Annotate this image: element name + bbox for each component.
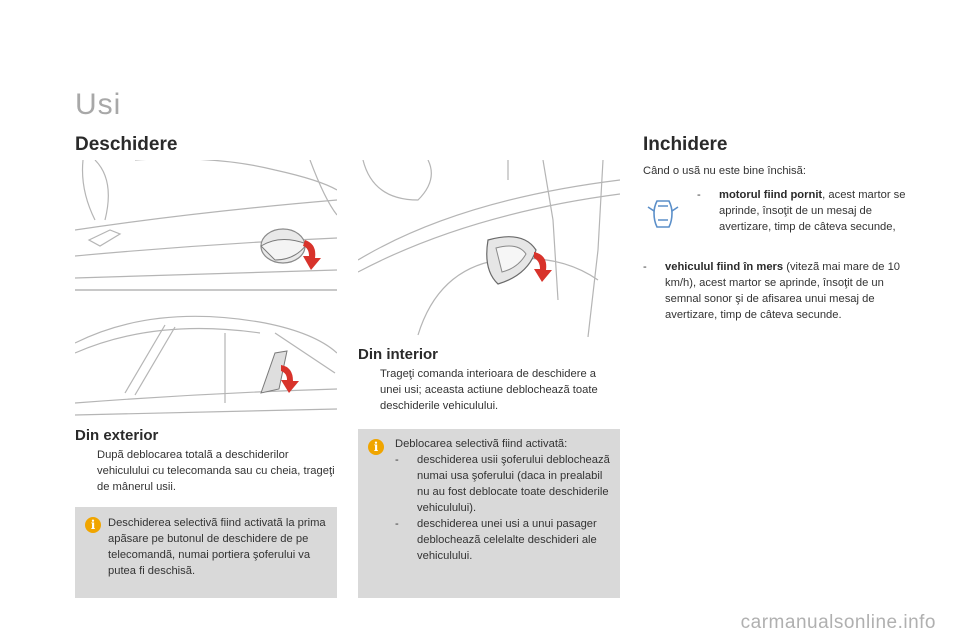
info-icon: i: [85, 517, 101, 533]
interior-instruction-text: Trageţi comanda interioara de deschidere a unei usi; aceasta actiune deblocheazã toate deschiderile vehiculului.: [380, 368, 598, 412]
interior-note-body: [395, 436, 613, 564]
closing-intro: Când o usã nu este bine închisã:: [643, 165, 806, 177]
closing-item-engine-text: [719, 187, 907, 235]
exterior-note-text: Deschiderea selectivã fiind activatã la prima apãsare pe butonul de deschidere de pe telecomandã, numai portiera şoferului va putea fi deschisã.: [108, 517, 326, 577]
interior-info-note: [358, 429, 620, 598]
exterior-info-note: [75, 507, 337, 598]
door-open-warning-icon: [646, 195, 680, 231]
interior-handle-illustration: [358, 160, 620, 337]
closing-item-moving: [643, 259, 905, 323]
interior-note-item-text: deschiderea usii şoferului deblocheazã numai usa şoferului (daca in prealabil nu au fost deblocate toate deschiderile vehiculului).: [417, 454, 610, 514]
interior-note-item-text: deschiderea unei usi a unui pasager deblocheazã celelalte deschideri ale vehiculului.: [417, 518, 597, 562]
watermark: carmanualsonline.info: [740, 612, 936, 633]
closing-item-moving-rest: (vitezã mai mare de 10 km/h), acest martor se aprinde, însoţit de un semnal sonor şi de afisarea unui mesaj de avertizare, timp de câteva secunde.: [665, 261, 901, 321]
closing-item-engine-bold: motorul fiind pornit: [719, 189, 823, 201]
closing-item-engine: [697, 187, 907, 235]
dash-marker: -: [395, 518, 399, 530]
checkbox-bullet-icon: [358, 366, 380, 414]
illustration-divider: [75, 289, 337, 291]
dash-marker: -: [395, 454, 399, 466]
door-edge-illustration: [75, 293, 337, 418]
interior-heading: Din interior: [358, 346, 439, 363]
closing-item-engine-rest: , acest martor se aprinde, însoţit de un mesaj de avertizare, timp de câteva secunde,: [719, 189, 906, 233]
opening-heading: Deschidere: [75, 134, 178, 155]
closing-item-moving-bold: vehiculul fiind în mers: [665, 261, 784, 273]
interior-instruction: [358, 366, 620, 414]
exterior-instruction: [75, 447, 337, 495]
closing-heading: Inchidere: [643, 134, 728, 155]
dash-marker: -: [643, 261, 647, 273]
interior-note-intro: Deblocarea selectivã fiind activatã:: [395, 438, 568, 450]
interior-note-item: [395, 516, 613, 564]
checkbox-bullet-icon: [75, 447, 97, 495]
exterior-handle-illustration: [75, 160, 337, 288]
exterior-instruction-text: Dupã deblocarea totalã a deschiderilor vehiculului cu telecomanda sau cu cheia, trageţi de mânerul usii.: [97, 449, 335, 493]
interior-note-item: [395, 452, 613, 516]
closing-item-moving-text: [665, 259, 905, 323]
exterior-heading: Din exterior: [75, 427, 159, 444]
info-icon: i: [368, 439, 384, 455]
page-title: Usi: [75, 88, 122, 121]
dash-marker: -: [697, 189, 701, 201]
